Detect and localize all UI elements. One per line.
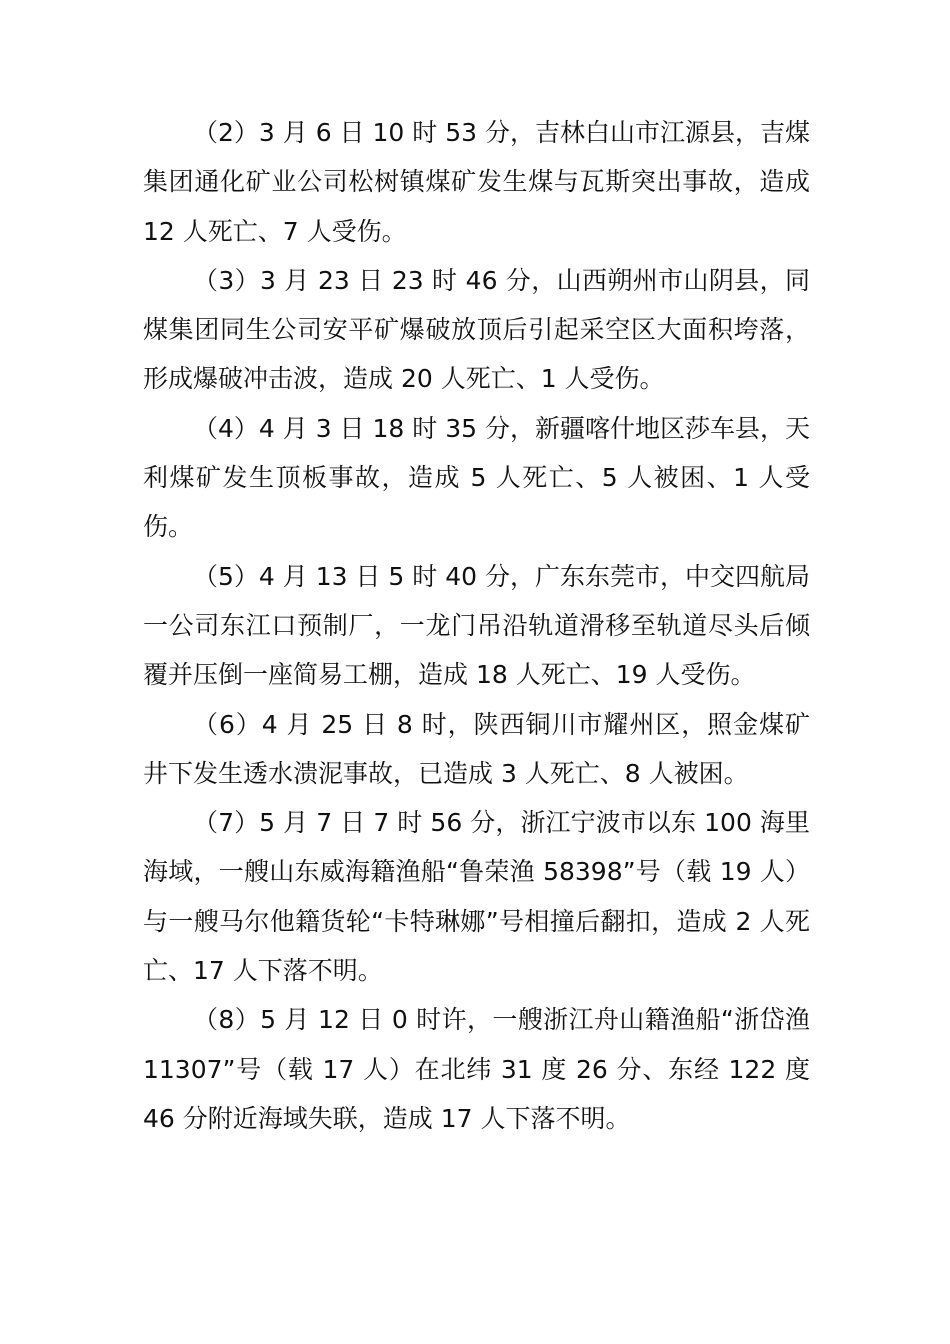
paragraph-item-5: （5）4 月 13 日 5 时 40 分，广东东莞市，中交四航局一公司东江口预制厂，一龙门吊沿轨道滑移至轨道尽头后倾覆并压倒一座简易工棚，造成 18 人死亡、19 人受伤。 (143, 561, 810, 690)
paragraph-item-4: （4）4 月 3 日 18 时 35 分，新疆喀什地区莎车县，天利煤矿发生顶板事故，造成 5 人死亡、5 人被困、1 人受伤。 (143, 413, 810, 542)
paragraph-item-6: （6）4 月 25 日 8 时，陕西铜川市耀州区，照金煤矿井下发生透水溃泥事故，已造成 3 人死亡、8 人被困。 (143, 709, 810, 788)
paragraph-item-8: （8）5 月 12 日 0 时许，一艘浙江舟山籍渔船“浙岱渔 11307”号（载 17 人）在北纬 31 度 26 分、东经 122 度 46 分附近海域失联，造成 17 人下落不明。 (143, 1005, 810, 1133)
document-body (143, 108, 810, 1143)
paragraph-item-7: （7）5 月 7 日 7 时 56 分，浙江宁波市以东 100 海里海域，一艘山东威海籍渔船“鲁荣渔 58398”号（载 19 人）与一艘马尔他籍货轮“卡特琳娜”号相撞后翻扣，造成 2 人死亡、17 人下落不明。 (143, 808, 810, 986)
paragraph-item-3: （3）3 月 23 日 23 时 46 分，山西朔州市山阴县，同煤集团同生公司安平矿爆破放顶后引起采空区大面积垮落，形成爆破冲击波，造成 20 人死亡、1 人受伤。 (143, 265, 810, 394)
paragraph-item-2: （2）3 月 6 日 10 时 53 分，吉林白山市江源县，吉煤集团通化矿业公司松树镇煤矿发生煤与瓦斯突出事故，造成 12 人死亡、7 人受伤。 (143, 118, 810, 246)
